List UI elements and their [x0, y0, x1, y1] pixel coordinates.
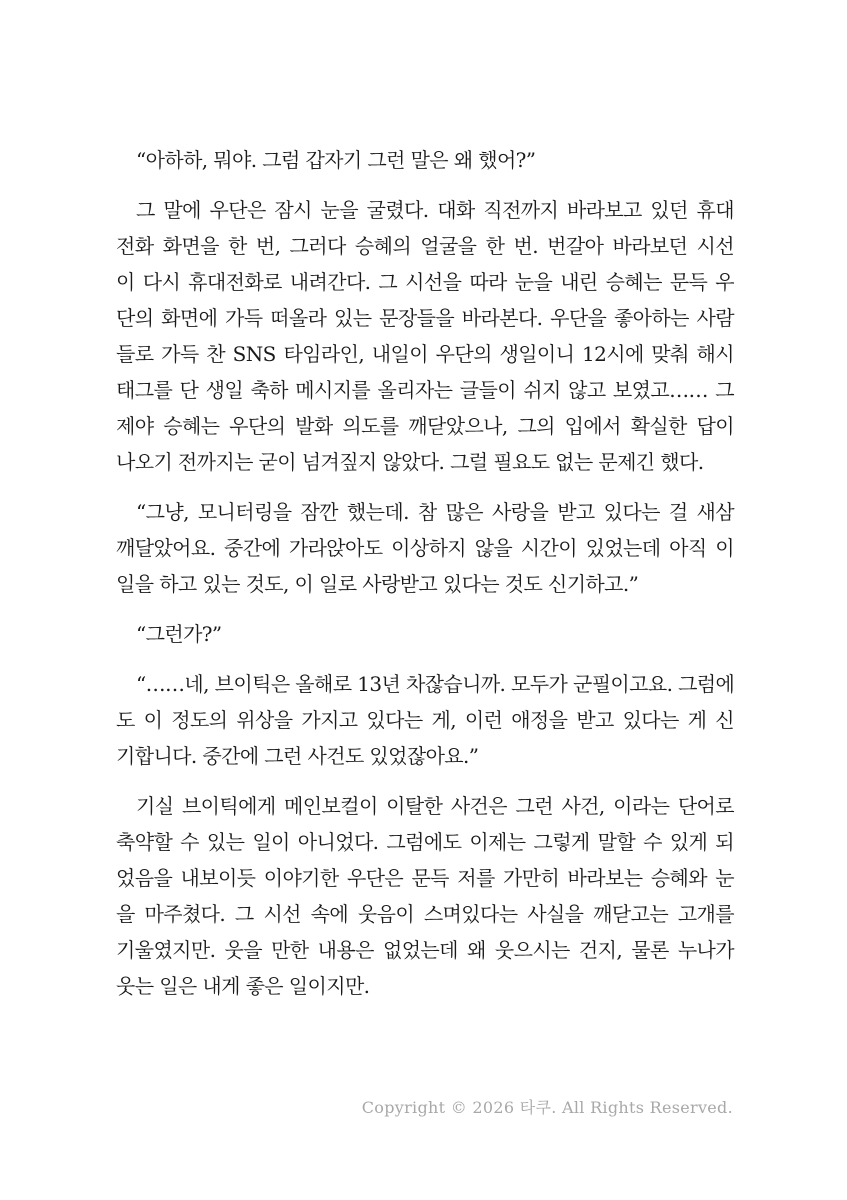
text-line: “아하하, 뭐야. 그럼 갑자기 그런 말은 왜 했어?” [136, 148, 536, 172]
text-line: 태그를 단 생일 축하 메시지를 올리자는 글들이 쉬지 않고 보였고…… 그 [116, 378, 734, 402]
text-line: 기합니다. 중간에 그런 사건도 있었잖아요.” [116, 744, 479, 768]
document-body [116, 142, 734, 1018]
text-line: 이 다시 휴대전화로 내려간다. 그 시선을 따라 눈을 내린 승혜는 문득 우 [116, 270, 734, 294]
paragraph-6 [116, 788, 734, 1004]
paragraph-5 [116, 666, 734, 774]
text-line: 기실 브이틱에게 메인보컬이 이탈한 사건은 그런 사건, 이라는 단어로 [136, 794, 734, 818]
text-line: 을 마주쳤다. 그 시선 속에 웃음이 스며있다는 사실을 깨닫고는 고개를 [116, 902, 734, 926]
text-line: “……네, 브이틱은 올해로 13년 차잖습니까. 모두가 군필이고요. 그럼에 [136, 672, 735, 696]
text-line: 그 말에 우단은 잠시 눈을 굴렸다. 대화 직전까지 바라보고 있던 휴대 [136, 198, 734, 222]
text-line: 축약할 수 있는 일이 아니었다. 그럼에도 이제는 그렇게 말할 수 있게 되 [116, 830, 734, 854]
text-line: 단의 화면에 가득 떠올라 있는 문장들을 바라본다. 우단을 좋아하는 사람 [116, 306, 734, 330]
paragraph-1 [116, 142, 734, 178]
text-line: 도 이 정도의 위상을 가지고 있다는 게, 이런 애정을 받고 있다는 게 신 [116, 708, 734, 732]
paragraph-3 [116, 494, 734, 602]
text-line: 일을 하고 있는 것도, 이 일로 사랑받고 있다는 것도 신기하고.” [116, 572, 639, 596]
text-line: 웃는 일은 내게 좋은 일이지만. [116, 974, 370, 998]
text-line: 전화 화면을 한 번, 그러다 승혜의 얼굴을 한 번. 번갈아 바라보던 시선 [116, 234, 734, 258]
text-line: 나오기 전까지는 굳이 넘겨짚지 않았다. 그럴 필요도 없는 문제긴 했다. [116, 450, 704, 474]
paragraph-2 [116, 192, 734, 480]
text-line: “그런가?” [136, 622, 222, 646]
text-line: 었음을 내보이듯 이야기한 우단은 문득 저를 가만히 바라보는 승혜와 눈 [116, 866, 734, 890]
text-line: 기울였지만. 웃을 만한 내용은 없었는데 왜 웃으시는 건지, 물론 누나가 [116, 938, 734, 962]
text-line: 제야 승혜는 우단의 발화 의도를 깨닫았으나, 그의 입에서 확실한 답이 [116, 414, 734, 438]
text-line: “그냥, 모니터링을 잠깐 했는데. 참 많은 사랑을 받고 있다는 걸 새삼 [136, 500, 734, 524]
paragraph-4 [116, 616, 734, 652]
copyright-notice: Copyright © 2026 타쿠. All Rights Reserved. [361, 1098, 733, 1117]
text-line: 깨달았어요. 중간에 가라앉아도 이상하지 않을 시간이 있었는데 아직 이 [116, 536, 734, 560]
text-line: 들로 가득 찬 SNS 타임라인, 내일이 우단의 생일이니 12시에 맞춰 해시 [116, 342, 734, 366]
